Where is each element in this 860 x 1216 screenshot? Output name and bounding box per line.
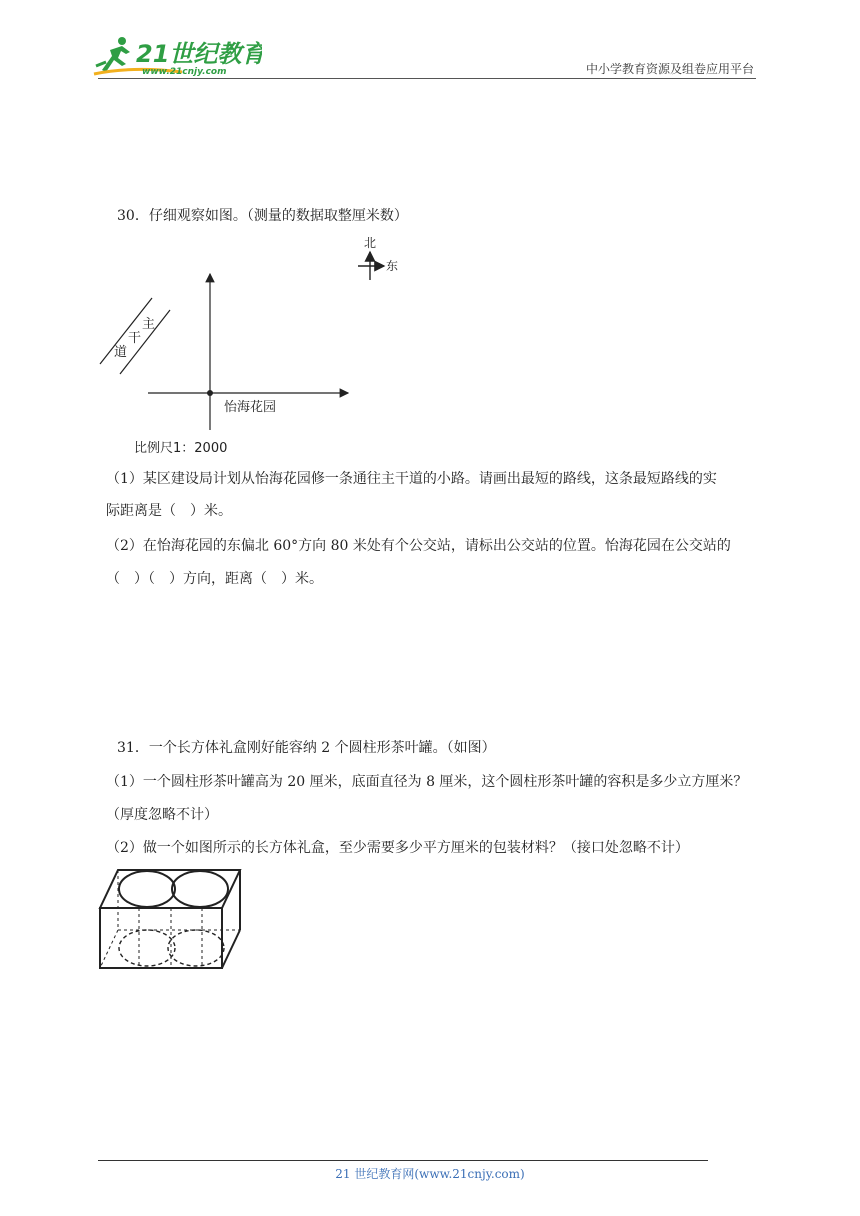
can-bottom-left: [119, 930, 175, 966]
q30-p2-line2: （ ）（ ）方向，距离（ ）米。: [106, 571, 323, 587]
q30-p1-line1: （1）某区建设局计划从怡海花园修一条通往主干道的小路。请画出最短的路线，这条最短路线的实: [106, 471, 717, 487]
brand-url: www.21cnjy.com: [142, 67, 227, 77]
brand-logo: [92, 32, 262, 80]
q30-figure: [92, 230, 422, 460]
north-label: 北: [364, 236, 377, 250]
can-top-left: [119, 871, 175, 907]
east-label: 东: [386, 259, 399, 273]
hidden-edge-left-bottom: [100, 930, 118, 968]
q30-p2-line1: （2）在怡海花园的东偏北 60°方向 80 米处有个公交站，请标出公交站的位置。怡海花园在公交站的: [106, 538, 731, 554]
road-char-1: 主: [142, 317, 156, 332]
q30-title: 30．仔细观察如图。（测量的数据取整厘米数）: [117, 208, 408, 224]
can-top-right: [172, 871, 228, 907]
q31-p1-line1: （1）一个圆柱形茶叶罐高为 20 厘米，底面直径为 8 厘米，这个圆柱形茶叶罐的容积是多少立方厘米？: [106, 774, 748, 790]
road-char-3: 道: [114, 345, 128, 360]
q31-p2-line1: （2）做一个如图所示的长方体礼盒，至少需要多少平方厘米的包装材料？（接口处忽略不计）: [106, 840, 689, 856]
brand-name: 21世纪教育: [136, 40, 262, 68]
footer-divider: [98, 1160, 708, 1161]
q31-box-figure: [96, 864, 246, 976]
box-right-bottom-edge: [222, 930, 240, 968]
park-label: 怡海花园: [224, 400, 277, 415]
scale-label: 比例尺1：2000: [134, 441, 228, 456]
can-bottom-right: [168, 930, 224, 966]
footer-text: 21 世纪教育网(www.21cnjy.com): [335, 1167, 525, 1181]
header-platform-text: 中小学教育资源及组卷应用平台: [585, 62, 754, 76]
park-point: [207, 390, 213, 396]
road-char-2: 干: [128, 331, 142, 346]
header-divider: [98, 78, 756, 79]
box-front-face: [100, 908, 222, 968]
q31-title: 31．一个长方体礼盒刚好能容纳 2 个圆柱形茶叶罐。（如图）: [117, 740, 496, 756]
q31-p1-line2: （厚度忽略不计）: [106, 807, 218, 823]
q30-p1-line2: 际距离是（ ）米。: [106, 503, 232, 519]
